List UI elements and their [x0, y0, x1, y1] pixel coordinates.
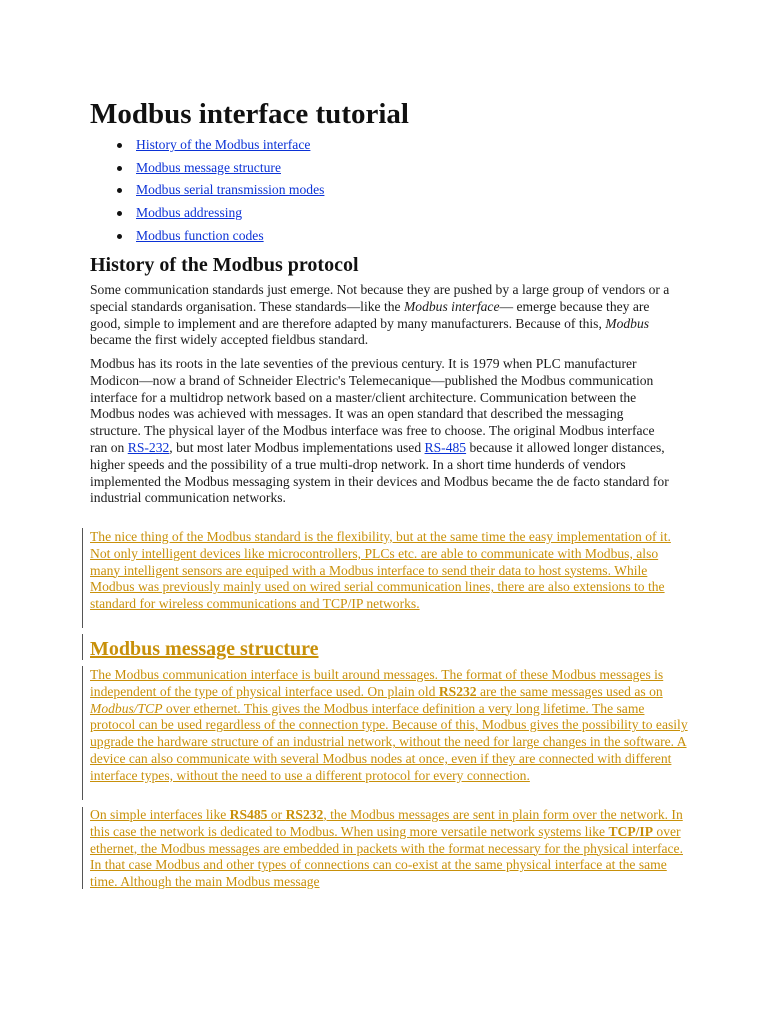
section-heading-message-structure: Modbus message structure [90, 638, 319, 660]
bullet-icon [117, 188, 122, 193]
highlight-bar [82, 634, 83, 660]
toc-item [90, 181, 710, 204]
table-of-contents [90, 136, 710, 249]
text-run: The Modbus communication interface is built around messages. The format of these Modbus messages is independent of the type of physical interface used. On plain old [90, 667, 664, 699]
text-run-italic: Modbus interface [403, 298, 500, 314]
text-run: Some communication standards just emerge. Not because they are pushed by a large group of vendors or a special standards organisation. These standards—like the [90, 282, 670, 314]
text-run: over ethernet, the Modbus messages are embedded in packets with the format necessary for the physical interface. In that case Modbus and other types of connections can co-exist at the same physical interface at the same time. Although the main Modbus message [90, 823, 683, 890]
toc-item [90, 136, 710, 159]
text-run: became the first widely accepted fieldbus standard. [90, 332, 369, 348]
text-run: , but most later Modbus implementations used [169, 439, 425, 455]
text-run: — emerge because they are good, simple to implement and are therefore adapted by many manufacturers. Because of this, [90, 298, 650, 331]
section-heading-history: History of the Modbus protocol [90, 254, 359, 276]
text-run: Modbus has its roots in the late seventies of the previous century. It is 1979 when PLC manufacturer Modicon—now a brand of Schneider Electric's Telemecanique—published the Modbus communication interface for a multidrop network based on a master/client architecture. Communication between the Modbus nodes was achieved with messages. It was an open standard that described the messaging structure. The physical layer of the Modbus interface was free to choose. The original Modbus interface ran on [90, 356, 655, 455]
toc-link-message-structure[interactable]: Modbus message structure [136, 159, 281, 175]
text-run-bold: RS485 [229, 807, 268, 822]
text-run-bold: RS232 [438, 683, 477, 699]
page-title: Modbus interface tutorial [90, 98, 409, 130]
text-run: over ethernet. This gives the Modbus interface definition a very long lifetime. The same protocol can be used regardless of the connection type. Because of this, Modbus gives the possibility to easily upgrade the hardware structure of an industrial network, without the need for large changes in the software. A device can also communicate with several Modbus nodes at once, even if they are connected with different interface types, without the need to use a different protocol for every connection. [90, 700, 688, 783]
toc-item [90, 204, 710, 227]
rs485-link[interactable]: RS-485 [424, 439, 467, 455]
text-run: , the Modbus messages are sent in plain form over the network. In this case the network is dedicated to Modbus. When using more versatile network systems like [90, 807, 683, 839]
highlight-bar [82, 807, 83, 889]
text-run: On simple interfaces like [90, 807, 230, 822]
history-paragraph-1 [90, 282, 670, 349]
toc-item [90, 227, 710, 250]
bullet-icon [117, 234, 122, 239]
bullet-icon [117, 166, 122, 171]
highlight-bar [82, 528, 83, 628]
toc-link-history[interactable]: History of the Modbus interface [136, 137, 311, 152]
toc-link-addressing[interactable]: Modbus addressing [136, 205, 243, 221]
message-paragraph-1 [90, 667, 690, 785]
bullet-icon [117, 143, 122, 148]
text-run: or [267, 807, 286, 822]
highlight-bar [82, 666, 83, 800]
toc-link-function-codes[interactable]: Modbus function codes [136, 227, 264, 243]
history-paragraph-3 [90, 529, 690, 613]
text-run: The nice thing of the Modbus standard is the flexibility, but at the same time the easy implementation of it. Not only intelligent devices like microcontrollers, PLCs etc. are able to communicate with Modbus, also many intelligent sensors are equiped with a Modbus interface to send their data to host systems. While Modbus was previously mainly used on wired serial communication lines, there are also extensions to the standard for wireless communications and TCP/IP networks. [90, 529, 671, 612]
bullet-icon [117, 211, 122, 216]
message-paragraph-2 [90, 807, 690, 891]
toc-item [90, 159, 710, 182]
rs232-link[interactable]: RS-232 [127, 439, 170, 455]
toc-link-serial-modes[interactable]: Modbus serial transmission modes [136, 182, 325, 198]
history-paragraph-2 [90, 356, 670, 507]
text-run: are the same messages used as on [476, 683, 663, 699]
text-run-bold: TCP/IP [608, 823, 654, 839]
text-run-bold: RS232 [285, 807, 324, 822]
text-run: because it allowed longer distances, higher speeds and the possibility of a true multi-drop network. In a short time hunderds of vendors implemented the Modbus messaging system in their devices and Modbus became the de facto standard for industrial communication networks. [90, 439, 669, 506]
text-run-italic: Modbus [605, 315, 650, 331]
text-run-italic: Modbus/TCP [90, 700, 163, 716]
